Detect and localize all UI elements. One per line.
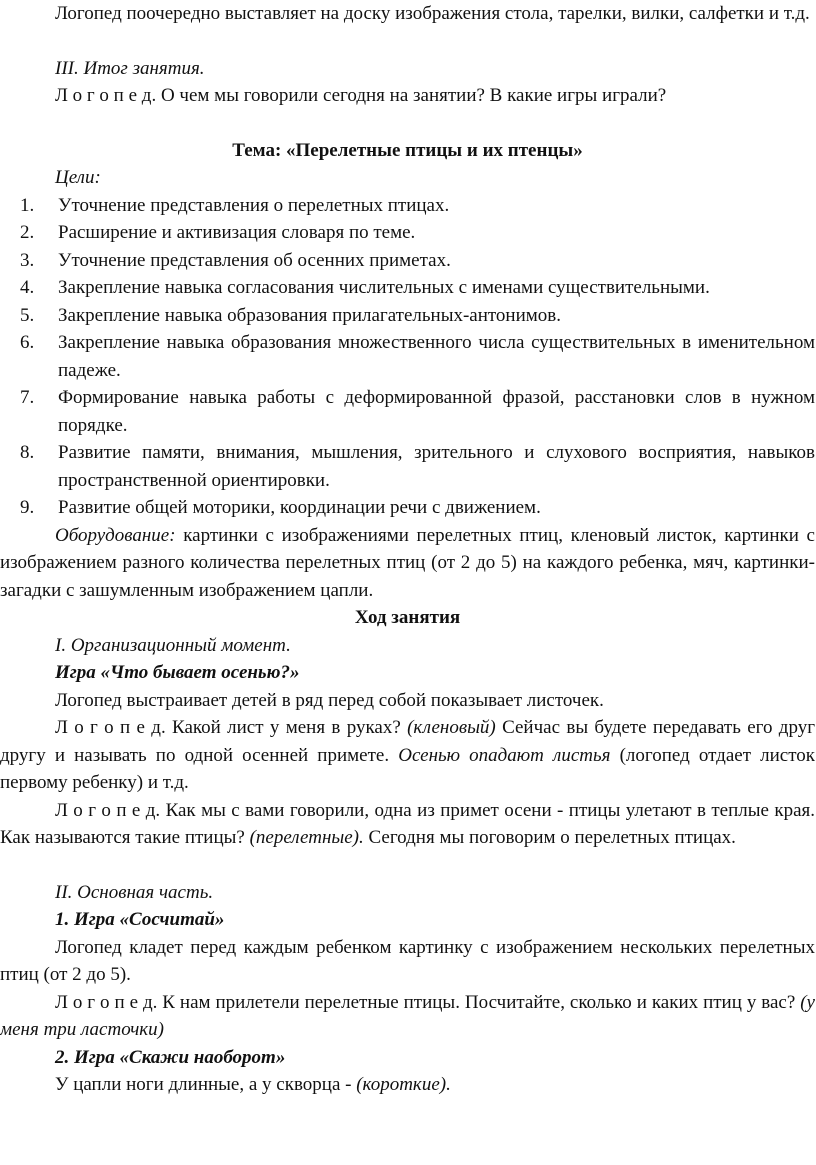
list-item [0, 384, 815, 439]
list-number: 6. [20, 332, 35, 353]
goals-list [0, 192, 815, 522]
equipment-label: Оборудование: [55, 524, 176, 546]
list-number: 4. [20, 277, 35, 298]
list-number: 5. [20, 304, 35, 326]
paragraph-count: Логопед кладет перед каждым ребенком картинку с изображением нескольких перелетных птиц (от 2 до 5). [0, 936, 815, 985]
game-title-count: 1. Игра «Сосчитай» [55, 909, 225, 930]
game-title-opposite: 2. Игра «Скажи наоборот» [55, 1046, 286, 1068]
paragraph-leaf: Логопед выстраивает детей в ряд перед собой показывает листочек. [55, 689, 604, 711]
list-text: Расширение и активизация словаря по теме. [58, 222, 416, 243]
speaker-label: Л о г о п е д. [55, 991, 158, 1013]
equipment-text: картинки с изображениями перелетных птиц, кленовый листок, картинки с изображением разного количества перелетных птиц (от 2 до 5) на каждого ребенка, мяч, картинки-загадки с зашумленным изображением цапли. [0, 524, 815, 601]
answer-text: (кленовый) [407, 717, 496, 738]
section-heading-summary: III. Итог занятия. [55, 57, 205, 79]
question-text: Как мы с вами говорили, одна из примет осени - птицы улетают в теплые края. Как называются такие птицы? [0, 799, 816, 848]
section-heading-main: II. Основная часть. [55, 881, 214, 903]
game-title-autumn: Игра «Что бывает осенью?» [55, 662, 300, 683]
list-number: 2. [20, 222, 35, 243]
list-number: 9. [20, 497, 35, 518]
paragraph-question-1 [0, 82, 815, 110]
course-title: Ход занятия [354, 607, 461, 628]
list-item [0, 192, 815, 220]
question-text: (логопед отдает листок первому ребенку) и т.д. [0, 744, 816, 793]
list-text: Развитие памяти, внимания, мышления, зрительного и слухового восприятия, навыков пространственной ориентировки. [58, 442, 815, 491]
list-text: Уточнение представления о перелетных птицах. [58, 194, 450, 216]
list-item [0, 494, 815, 522]
list-text: Формирование навыка работы с деформированной фразой, расстановки слов в нужном порядке. [58, 387, 815, 436]
section-heading-org: I. Организационный момент. [55, 634, 291, 656]
spacer [0, 110, 815, 137]
paragraph-question-4 [0, 989, 815, 1044]
example-text: Осенью опадают листья [398, 744, 611, 766]
topic-title: Тема: «Перелетные птицы и их птенцы» [232, 139, 583, 161]
list-text: Развитие общей моторики, координации речи с движением. [58, 497, 541, 518]
spacer [0, 28, 815, 55]
list-text: Уточнение представления об осенних приметах. [58, 249, 451, 271]
speaker-label: Л о г о п е д. [55, 85, 157, 106]
question-text: О чем мы говорили сегодня на занятии? В какие игры играли? [156, 85, 667, 106]
question-text: Сейчас вы будете передавать его друг другу и называть по одной осенней примете. [0, 717, 815, 766]
paragraph-intro: Логопед поочередно выставляет на доску изображения стола, тарелки, вилки, салфетки и т.д. [55, 3, 810, 24]
list-item [0, 329, 815, 384]
list-text: Закрепление навыка образования множественного числа существительных в именительном падеже. [58, 332, 815, 381]
paragraph-equipment [0, 522, 815, 605]
list-item [0, 302, 815, 330]
list-number: 7. [20, 387, 35, 408]
answer-text: (перелетные). [249, 827, 364, 848]
question-text: У цапли ноги длинные, а у скворца - [55, 1074, 357, 1095]
question-text: Какой лист у меня в руках? [165, 717, 408, 738]
list-number: 8. [20, 442, 35, 463]
list-item [0, 219, 815, 247]
paragraph-question-2 [0, 714, 815, 797]
answer-text: (у меня три ласточки) [0, 991, 815, 1040]
spacer [0, 852, 815, 879]
goals-label: Цели: [55, 167, 101, 188]
list-item [0, 439, 815, 494]
question-text: Сегодня мы поговорим о перелетных птицах. [363, 827, 736, 848]
list-number: 1. [20, 194, 35, 216]
paragraph-heron [0, 1071, 815, 1099]
list-item [0, 247, 815, 275]
question-text: К нам прилетели перелетные птицы. Посчитайте, сколько и каких птиц у вас? [157, 991, 801, 1013]
speaker-label: Л о г о п е д. [55, 717, 166, 738]
speaker-label: Л о г о п е д. [55, 799, 161, 821]
paragraph-question-3 [0, 797, 815, 852]
answer-text: (короткие). [356, 1074, 451, 1095]
list-text: Закрепление навыка согласования числительных с именами существительными. [58, 277, 710, 298]
list-number: 3. [20, 249, 35, 271]
list-item [0, 274, 815, 302]
list-text: Закрепление навыка образования прилагательных-антонимов. [58, 304, 562, 326]
